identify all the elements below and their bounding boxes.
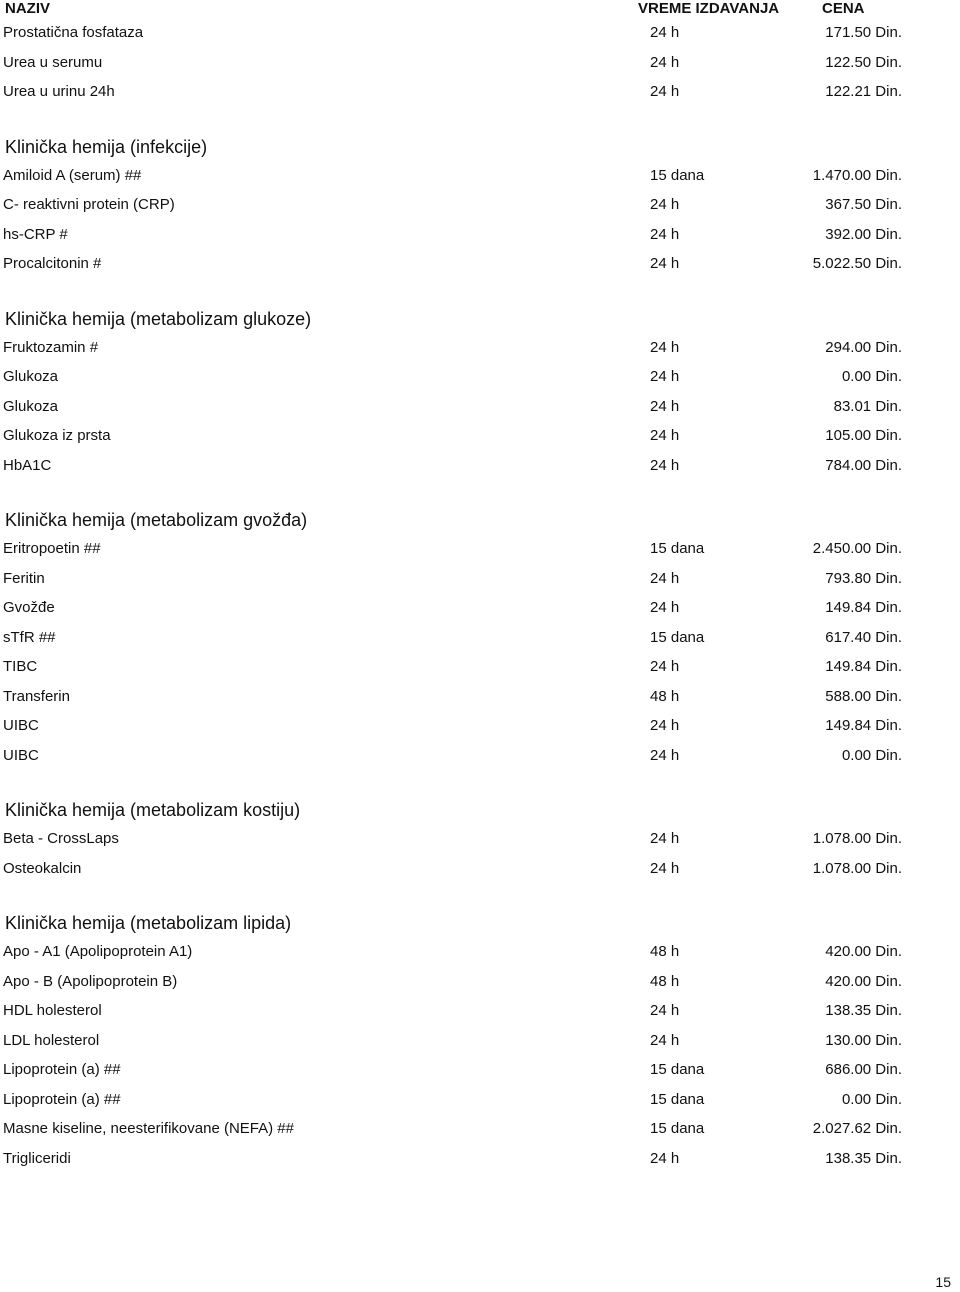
row-time: 24 h (650, 24, 680, 41)
table-row (0, 220, 960, 250)
row-name: LDL holesterol (3, 1031, 100, 1049)
row-time: 15 dana (650, 1120, 705, 1137)
row-price: 149.84 Din. (825, 658, 902, 675)
row-name: Beta - CrossLaps (3, 830, 119, 847)
row-time: 24 h (650, 1149, 680, 1167)
table-row (0, 48, 960, 78)
table-row (0, 623, 960, 653)
row-price: 171.50 Din. (825, 24, 902, 41)
table-row (0, 1114, 960, 1144)
table-row (0, 564, 960, 594)
row-name: C- reaktivni protein (CRP) (3, 196, 175, 213)
page-number: 15 (935, 1274, 951, 1290)
row-time: 48 h (650, 972, 680, 990)
row-price: 122.50 Din. (825, 53, 902, 71)
row-time: 24 h (650, 1031, 680, 1049)
row-price: 130.00 Din. (825, 1031, 902, 1049)
table-row (0, 996, 960, 1026)
row-name: Masne kiseline, neesterifikovane (NEFA) ## (3, 1120, 294, 1137)
row-price: 420.00 Din. (825, 943, 902, 960)
row-name: Gvožđe (3, 599, 55, 616)
table-row (0, 1026, 960, 1056)
row-price: 784.00 Din. (825, 456, 902, 474)
row-price: 367.50 Din. (825, 196, 902, 213)
table-row (0, 1055, 960, 1085)
section-title: Klinička hemija (metabolizam glukoze) (5, 308, 312, 329)
row-price: 686.00 Din. (825, 1061, 902, 1078)
row-price: 2.450.00 Din. (812, 540, 902, 557)
table-row (0, 593, 960, 623)
table-row (0, 534, 960, 564)
row-price: 138.35 Din. (825, 1149, 902, 1167)
row-price: 0.00 Din. (841, 1090, 902, 1108)
row-price: 617.40 Din. (825, 628, 902, 646)
row-time: 48 h (650, 687, 680, 705)
section-title: Klinička hemija (metabolizam kostiju) (5, 800, 301, 820)
row-name: UIBC (3, 717, 39, 734)
row-time: 15 dana (650, 628, 705, 646)
row-name: Urea u serumu (3, 53, 103, 71)
price-list (0, 18, 960, 1173)
table-row (0, 161, 960, 191)
row-name: Apo - A1 (Apolipoprotein A1) (3, 943, 193, 960)
row-price: 105.00 Din. (825, 427, 902, 444)
row-time: 24 h (650, 196, 680, 213)
row-time: 15 dana (650, 1090, 705, 1108)
row-time: 24 h (650, 53, 680, 71)
section-title: Klinička hemija (infekcije) (5, 136, 208, 157)
row-name: TIBC (3, 658, 38, 675)
table-row (0, 18, 960, 48)
row-price: 1.470.00 Din. (812, 166, 902, 184)
table-row (0, 682, 960, 712)
row-time: 24 h (650, 717, 680, 734)
row-time: 15 dana (650, 166, 705, 184)
column-header-name: NAZIV (5, 0, 50, 17)
table-row (0, 362, 960, 392)
table-row (0, 1085, 960, 1115)
row-name: Prostatična fosfataza (3, 24, 144, 41)
table-row (0, 652, 960, 682)
table-row (0, 711, 960, 741)
row-price: 0.00 Din. (841, 746, 902, 764)
row-time: 24 h (650, 658, 680, 675)
table-row (0, 937, 960, 967)
row-name: Urea u urinu 24h (3, 83, 115, 100)
row-time: 24 h (650, 255, 680, 272)
row-price: 5.022.50 Din. (812, 255, 902, 272)
row-time: 24 h (650, 746, 680, 764)
row-name: Lipoprotein (a) ## (3, 1061, 121, 1078)
table-row (0, 854, 960, 884)
row-price: 1.078.00 Din. (812, 830, 902, 847)
row-price: 588.00 Din. (825, 687, 902, 705)
row-name: Osteokalcin (3, 859, 82, 877)
row-time: 24 h (650, 456, 680, 474)
table-row (0, 249, 960, 279)
row-price: 2.027.62 Din. (812, 1120, 902, 1137)
row-name: Transferin (3, 687, 70, 705)
table-row (0, 333, 960, 363)
row-time: 24 h (650, 599, 680, 616)
row-price: 392.00 Din. (825, 225, 902, 243)
row-name: Trigliceridi (3, 1149, 71, 1167)
row-name: Apo - B (Apolipoprotein B) (3, 972, 178, 990)
row-name: hs-CRP # (3, 225, 68, 243)
row-name: UIBC (3, 746, 39, 764)
section-title: Klinička hemija (metabolizam gvožđa) (5, 510, 308, 530)
table-row (0, 451, 960, 481)
row-price: 122.21 Din. (825, 83, 902, 100)
row-name: Glukoza (3, 397, 59, 415)
column-header-price: CENA (822, 0, 865, 17)
row-name: HDL holesterol (3, 1002, 102, 1019)
row-name: Fruktozamin # (3, 338, 99, 356)
row-name: Glukoza iz prsta (3, 427, 111, 444)
table-row (0, 421, 960, 451)
row-time: 24 h (650, 397, 680, 415)
row-time: 48 h (650, 943, 680, 960)
table-row (0, 967, 960, 997)
column-header-time: VREME IZDAVANJA (638, 0, 780, 17)
row-time: 15 dana (650, 540, 705, 557)
row-time: 15 dana (650, 1061, 705, 1078)
row-time: 24 h (650, 225, 680, 243)
row-time: 24 h (650, 1002, 680, 1019)
row-time: 24 h (650, 859, 680, 877)
row-name: HbA1C (3, 456, 52, 474)
row-price: 0.00 Din. (841, 368, 902, 385)
table-row (0, 77, 960, 107)
row-name: Procalcitonin # (3, 255, 102, 272)
table-row (0, 190, 960, 220)
row-price: 149.84 Din. (825, 599, 902, 616)
row-name: Amiloid A (serum) ## (3, 166, 142, 184)
row-price: 149.84 Din. (825, 717, 902, 734)
row-time: 24 h (650, 338, 680, 356)
row-name: Feritin (3, 569, 45, 587)
table-row (0, 392, 960, 422)
row-price: 1.078.00 Din. (812, 859, 902, 877)
table-row (0, 824, 960, 854)
row-price: 83.01 Din. (833, 397, 902, 415)
row-name: Glukoza (3, 368, 59, 385)
table-row (0, 741, 960, 771)
row-time: 24 h (650, 569, 680, 587)
row-time: 24 h (650, 368, 680, 385)
row-name: sTfR ## (3, 628, 56, 646)
row-time: 24 h (650, 83, 680, 100)
table-row (0, 1144, 960, 1174)
row-price: 138.35 Din. (825, 1002, 902, 1019)
row-price: 793.80 Din. (825, 569, 902, 587)
row-name: Eritropoetin ## (3, 540, 101, 557)
row-price: 294.00 Din. (825, 338, 902, 356)
row-time: 24 h (650, 427, 680, 444)
row-price: 420.00 Din. (825, 972, 902, 990)
row-name: Lipoprotein (a) ## (3, 1090, 121, 1108)
row-time: 24 h (650, 830, 680, 847)
section-title: Klinička hemija (metabolizam lipida) (5, 913, 292, 933)
table-header (0, 0, 960, 18)
